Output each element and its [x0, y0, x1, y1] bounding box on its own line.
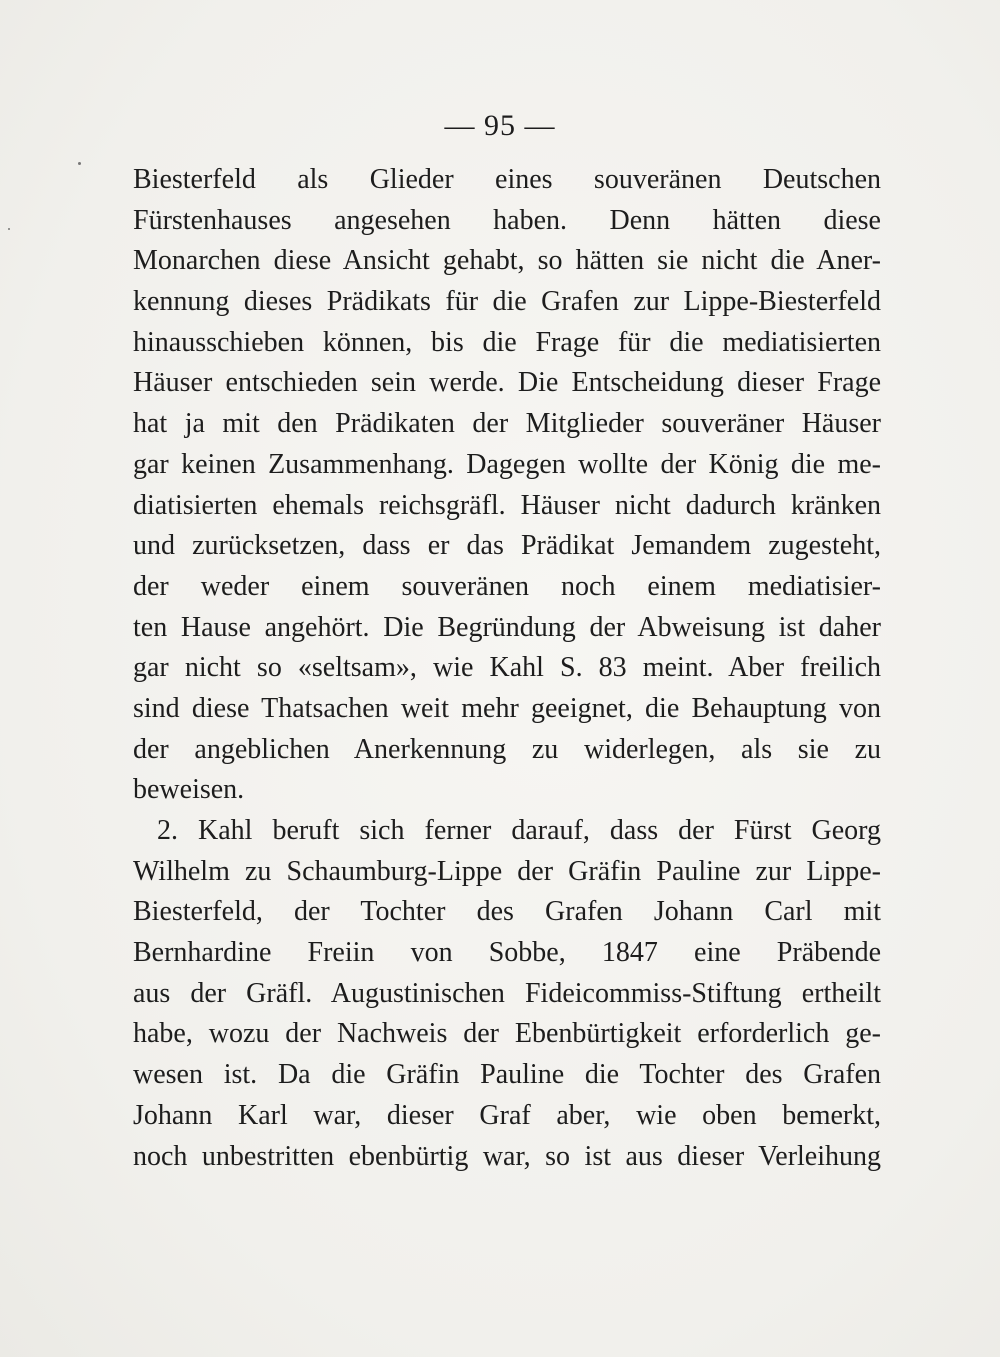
- text-line: Monarchen diese Ansicht gehabt, so hätten sie nicht die Aner-: [133, 245, 881, 277]
- text-line: ten Hause angehört. Die Begründung der Abweisung ist daher: [133, 611, 881, 643]
- text-line: der weder einem souveränen noch einem mediatisier-: [133, 570, 881, 602]
- text-line: der angeblichen Anerkennung zu widerlegen, als sie zu: [133, 733, 881, 765]
- text-line: Bernhardine Freiin von Sobbe, 1847 eine Präbende: [133, 937, 881, 969]
- text-line: wesen ist. Da die Gräfin Pauline die Tochter des Grafen: [133, 1059, 881, 1091]
- text-line: aus der Gräfl. Augustinischen Fideicommiss-Stiftung ertheilt: [133, 977, 881, 1009]
- page-number: — 95 —: [444, 109, 556, 142]
- text-line: kennung dieses Prädikats für die Grafen zur Lippe-Biesterfeld: [133, 286, 881, 318]
- text-line: gar keinen Zusammenhang. Dagegen wollte der König die me-: [133, 448, 881, 480]
- text-line: habe, wozu der Nachweis der Ebenbürtigkeit erforderlich ge-: [133, 1018, 881, 1050]
- paper-speck: [8, 228, 10, 230]
- text-line: hat ja mit den Prädikaten der Mitglieder souveräner Häuser: [133, 408, 881, 440]
- text-line: 2. Kahl beruft sich ferner darauf, dass der Fürst Georg: [157, 815, 881, 846]
- text-line: Fürstenhauses angesehen haben. Denn hätten diese: [133, 204, 881, 236]
- text-line: Wilhelm zu Schaumburg-Lippe der Gräfin Pauline zur Lippe-: [133, 855, 881, 887]
- body-text: [133, 160, 881, 1177]
- paper-speck: [78, 162, 81, 165]
- text-line: hinausschieben können, bis die Frage für die mediatisierten: [133, 326, 881, 358]
- text-line: sind diese Thatsachen weit mehr geeignet, die Behauptung von: [133, 692, 881, 724]
- text-line: gar nicht so «seltsam», wie Kahl S. 83 meint. Aber freilich: [133, 652, 881, 684]
- text-line: Biesterfeld, der Tochter des Grafen Johann Carl mit: [133, 896, 881, 928]
- text-line: und zurücksetzen, dass er das Prädikat Jemandem zugesteht,: [133, 530, 881, 562]
- text-line: Johann Karl war, dieser Graf aber, wie oben bemerkt,: [133, 1099, 881, 1131]
- text-line: diatisierten ehemals reichsgräfl. Häuser nicht dadurch kränken: [133, 489, 881, 521]
- text-line: noch unbestritten ebenbürtig war, so ist aus dieser Verleihung: [133, 1140, 881, 1172]
- text-line: Biesterfeld als Glieder eines souveränen Deutschen: [133, 164, 881, 195]
- text-line: beweisen.: [133, 774, 245, 806]
- text-line: Häuser entschieden sein werde. Die Entscheidung dieser Frage: [133, 367, 881, 399]
